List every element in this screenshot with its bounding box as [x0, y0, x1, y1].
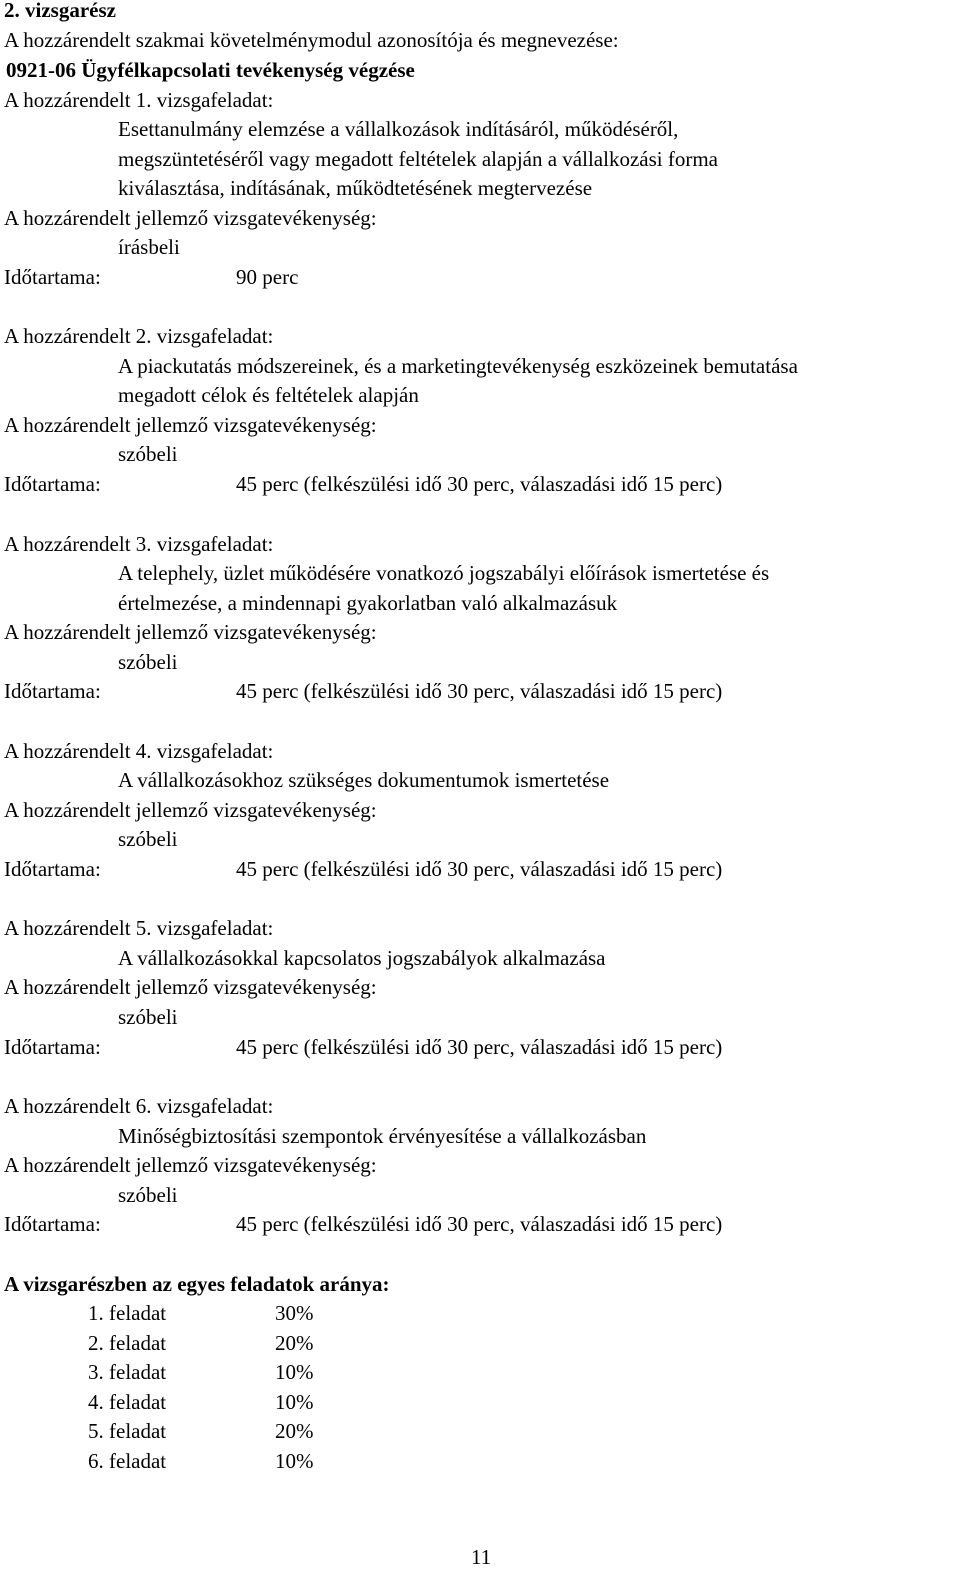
- activity-label: A hozzárendelt jellemző vizsgatevékenység:: [4, 413, 377, 437]
- duration-value: 45 perc (felkészülési idő 30 perc, válaszadási idő 15 perc): [236, 472, 723, 496]
- ratio-task: 5. feladat: [88, 1419, 167, 1443]
- ratio-task: 3. feladat: [88, 1360, 167, 1384]
- ratio-task: 2. feladat: [88, 1331, 167, 1355]
- duration-value: 45 perc (felkészülési idő 30 perc, válaszadási idő 15 perc): [236, 1212, 723, 1236]
- exam-description-line: Esettanulmány elemzése a vállalkozások indításáról, működéséről,: [118, 117, 679, 141]
- exam-description-line: A vállalkozásokkal kapcsolatos jogszabályok alkalmazása: [118, 946, 606, 970]
- exam-header: A hozzárendelt 4. vizsgafeladat:: [4, 739, 274, 763]
- exam-description-line: A piackutatás módszereinek, és a marketingtevékenység eszközeinek bemutatása: [118, 354, 798, 378]
- exam-description-line: értelmezése, a mindennapi gyakorlatban való alkalmazásuk: [118, 591, 618, 615]
- exam-description-line: A vállalkozásokhoz szükséges dokumentumok ismertetése: [118, 768, 610, 792]
- activity-value: szóbeli: [118, 442, 178, 466]
- exam-header: A hozzárendelt 2. vizsgafeladat:: [4, 324, 274, 348]
- activity-value: szóbeli: [118, 827, 178, 851]
- exam-description-line: kiválasztása, indításának, működtetésének megtervezése: [118, 176, 593, 200]
- ratio-percent: 10%: [275, 1390, 314, 1414]
- activity-value: szóbeli: [118, 1183, 178, 1207]
- duration-label: Időtartama:: [4, 857, 101, 881]
- activity-label: A hozzárendelt jellemző vizsgatevékenység:: [4, 206, 377, 230]
- ratio-task: 1. feladat: [88, 1301, 167, 1325]
- module-label: A hozzárendelt szakmai követelménymodul azonosítója és megnevezése:: [4, 28, 619, 52]
- duration-label: Időtartama:: [4, 1035, 101, 1059]
- duration-label: Időtartama:: [4, 472, 101, 496]
- ratio-percent: 10%: [275, 1360, 314, 1384]
- activity-value: írásbeli: [118, 235, 180, 259]
- page-number: 11: [471, 1545, 492, 1569]
- ratio-percent: 30%: [275, 1301, 314, 1325]
- exam-description-line: megadott célok és feltételek alapján: [118, 383, 419, 407]
- module-name: 0921-06 Ügyfélkapcsolati tevékenység végzése: [6, 58, 415, 82]
- duration-value: 45 perc (felkészülési idő 30 perc, válaszadási idő 15 perc): [236, 679, 723, 703]
- exam-description-line: megszüntetéséről vagy megadott feltételek alapján a vállalkozási forma: [118, 147, 718, 171]
- section-title: 2. vizsgarész: [4, 0, 116, 22]
- duration-value: 90 perc: [236, 265, 299, 289]
- activity-label: A hozzárendelt jellemző vizsgatevékenység:: [4, 1153, 377, 1177]
- exam-header: A hozzárendelt 3. vizsgafeladat:: [4, 532, 274, 556]
- activity-value: szóbeli: [118, 1005, 178, 1029]
- duration-label: Időtartama:: [4, 265, 101, 289]
- ratio-title: A vizsgarészben az egyes feladatok aránya:: [4, 1272, 390, 1296]
- activity-label: A hozzárendelt jellemző vizsgatevékenység:: [4, 620, 377, 644]
- duration-value: 45 perc (felkészülési idő 30 perc, válaszadási idő 15 perc): [236, 1035, 723, 1059]
- duration-value: 45 perc (felkészülési idő 30 perc, válaszadási idő 15 perc): [236, 857, 723, 881]
- ratio-task: 4. feladat: [88, 1390, 167, 1414]
- exam-header: A hozzárendelt 1. vizsgafeladat:: [4, 88, 274, 112]
- ratio-percent: 20%: [275, 1419, 314, 1443]
- ratio-percent: 10%: [275, 1449, 314, 1473]
- exam-header: A hozzárendelt 5. vizsgafeladat:: [4, 916, 274, 940]
- ratio-task: 6. feladat: [88, 1449, 167, 1473]
- duration-label: Időtartama:: [4, 1212, 101, 1236]
- exam-header: A hozzárendelt 6. vizsgafeladat:: [4, 1094, 274, 1118]
- exam-description-line: Minőségbiztosítási szempontok érvényesítése a vállalkozásban: [118, 1124, 647, 1148]
- exam-description-line: A telephely, üzlet működésére vonatkozó jogszabályi előírások ismertetése és: [118, 561, 770, 585]
- duration-label: Időtartama:: [4, 679, 101, 703]
- activity-value: szóbeli: [118, 650, 178, 674]
- ratio-percent: 20%: [275, 1331, 314, 1355]
- activity-label: A hozzárendelt jellemző vizsgatevékenység:: [4, 975, 377, 999]
- activity-label: A hozzárendelt jellemző vizsgatevékenység:: [4, 798, 377, 822]
